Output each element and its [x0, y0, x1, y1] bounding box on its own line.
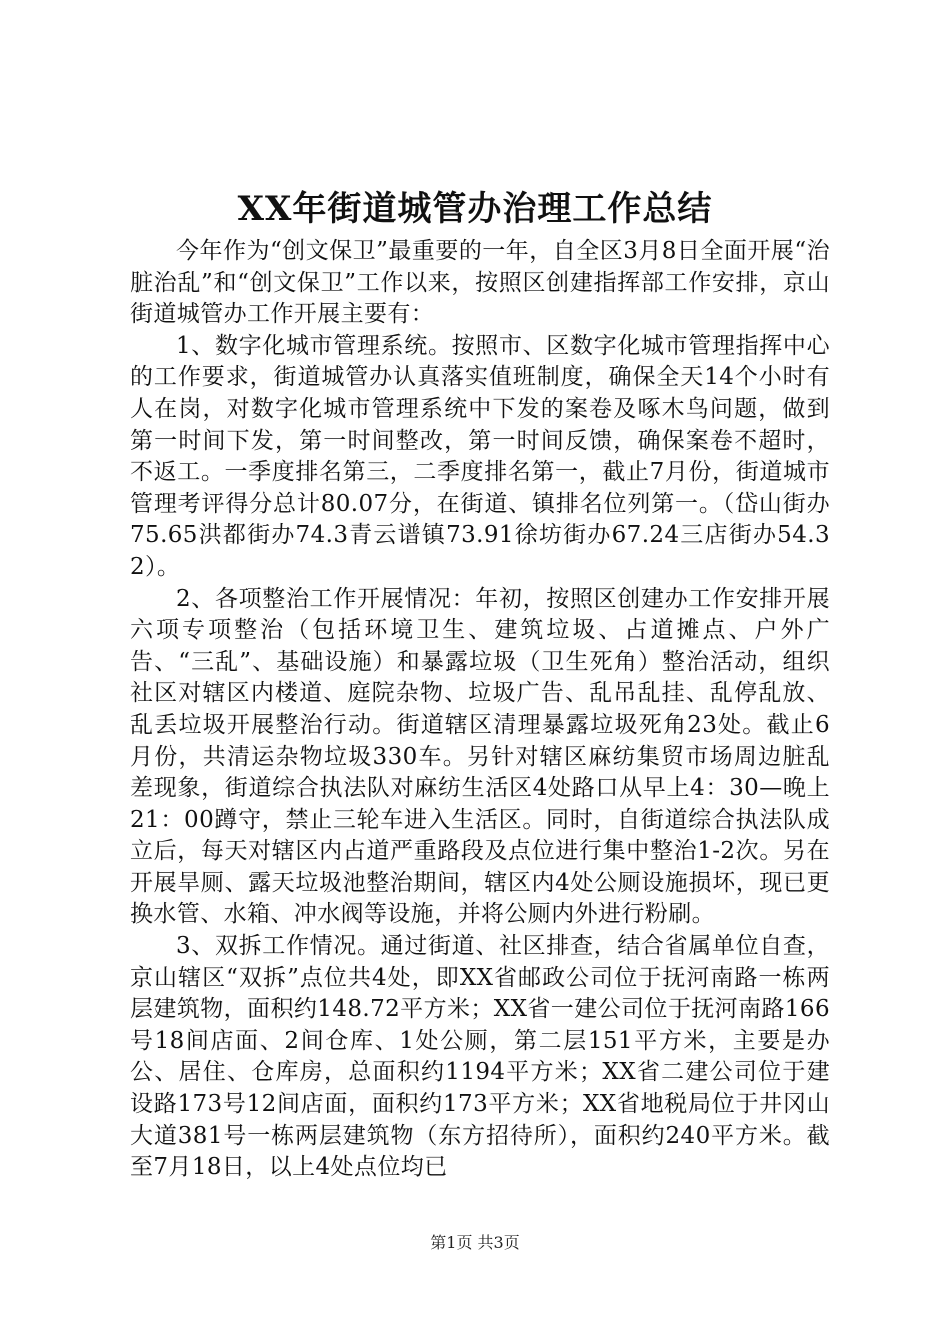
document-body	[130, 236, 830, 1184]
document-title: XX年街道城管办治理工作总结	[237, 189, 713, 229]
paragraph-rectification: 2、各项整治工作开展情况：年初，按照区创建办工作安排开展六项专项整治（包括环境卫生、建筑垃圾、占道摊点、户外广告、“三乱”、基础设施）和暴露垃圾（卫生死角）整治活动，组织社区对辖区内楼道、庭院杂物、垃圾广告、乱吊乱挂、乱停乱放、乱丢垃圾开展整治行动。街道辖区清理暴露垃圾死角23处。截止6月份，共清运杂物垃圾330车。另针对辖区麻纺集贸市场周边脏乱差现象，街道综合执法队对麻纺生活区4处路口从早上4：30—晚上21：00蹲守，禁止三轮车进入生活区。同时，自街道综合执法队成立后，每天对辖区内占道严重路段及点位进行集中整治1-2次。另在开展旱厕、露天垃圾池整治期间，辖区内4处公厕设施损坏，现已更换水管、水箱、冲水阀等设施，并将公厕内外进行粉刷。	[130, 585, 830, 928]
page-number-footer: 第1页 共3页	[430, 1233, 520, 1252]
paragraph-demolition: 3、双拆工作情况。通过街道、社区排查，结合省属单位自查，京山辖区“双拆”点位共4处，即XX省邮政公司位于抚河南路一栋两层建筑物，面积约148.72平方米；XX省一建公司位于抚河南路166号18间店面、2间仓库、1处公厕，第二层151平方米，主要是办公、居住、仓库房，总面积约1194平方米；XX省二建公司位于建设路173号12间店面，面积约173平方米；XX省地税局位于井冈山大道381号一栋两层建筑物（东方招待所），面积约240平方米。截至7月18日，以上4处点位均已	[130, 933, 830, 1181]
paragraph-intro: 今年作为“创文保卫”最重要的一年，自全区3月8日全面开展“治脏治乱”和“创文保卫”工作以来，按照区创建指挥部工作安排，京山街道城管办工作开展主要有：	[130, 238, 830, 328]
paragraph-digital-management: 1、数字化城市管理系统。按照市、区数字化城市管理指挥中心的工作要求，街道城管办认真落实值班制度，确保全天14个小时有人在岗，对数字化城市管理系统中下发的案卷及啄木鸟问题，做到第一时间下发，第一时间整改，第一时间反馈，确保案卷不超时，不返工。一季度排名第三，二季度排名第一，截止7月份，街道城市管理考评得分总计80.07分，在街道、镇排名位列第一。（岱山街办75.65洪都街办74.3青云谱镇73.91徐坊街办67.24三店街办54.32）。	[130, 332, 830, 580]
